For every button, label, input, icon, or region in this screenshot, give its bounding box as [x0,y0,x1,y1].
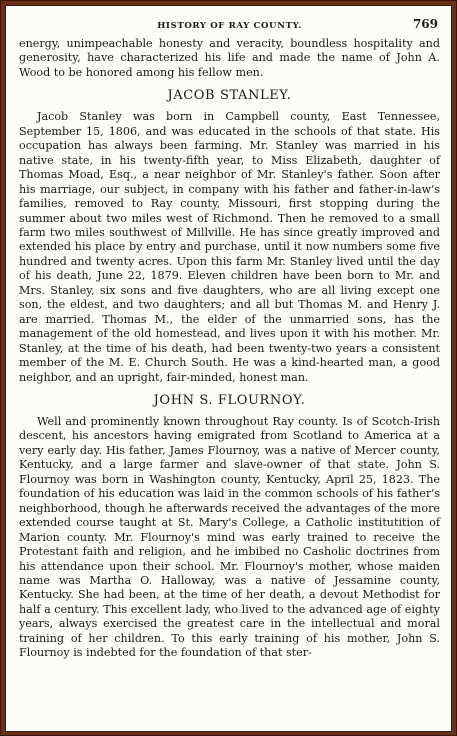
intro-paragraph: energy, unimpeachable honesty and veracity, boundless hospitality and generosity, have characterized his life and made the name of John A. Wood to be honored among his fellow men. [19,37,440,79]
section-heading-jacob-stanley: JACOB STANLEY. [167,88,292,104]
section-heading-john-s-flournoy: JOHN S. FLOURNOY. [153,392,306,408]
section-body-john-s-flournoy: Well and prominently known throughout Ray county. Is of Scotch-Irish descent, his ancestors having emigrated from Scotland to America at a very early day. His father, James Flournoy, was a native of Mercer county, Kentucky, and a large farmer and slave-owner of that state. John S. Flournoy was born in Washington county, Kentucky, April 25, 1823. The foundation of his education was laid in the common schools of his father's neighborhood, though he afterwards received the advantages of the more extended course taught at St. Mary's College, a Catholic institutition of Marion county. Mr. Flournoy's mind was early trained to receive the Protestant faith and religion, and he imbibed no Casholic doctrines from his attendance upon their school. Mr. Flournoy's mother, whose maiden name was Martha O. Halloway, was a native of Jessamine county, Kentucky. She had been, at the time of her death, a devout Methodist for half a century. This excellent lady, who lived to the advanced age of eighty years, always exercised the greatest care in the intellectual and moral training of her children. To this early training of his mother, John S. Flournoy is indebted for the foundation of that ster- [19,414,440,660]
running-title: HISTORY OF RAY COUNTY. [157,21,302,31]
page-content [19,6,440,661]
section-body-jacob-stanley: Jacob Stanley was born in Campbell county, East Tennessee, September 15, 1806, and was educated in the schools of that state. His occupation has always been farming. Mr. Stanley was married in his native state, in his twenty-fifth year, to Miss Elizabeth, daughter of Thomas Moad, Esq., a near neighbor of Mr. Stanley's father. Soon after his marriage, our subject, in company with his father and father-in-law's families, removed to Ray county, Missouri, first stopping during the summer about two miles west of Richmond. Then he removed to a small farm two miles southwest of Millville. He has since greatly improved and extended his place by entry and purchase, until it now numbers some five hundred and twenty acres. Upon this farm Mr. Stanley lived until the day of his death, June 22, 1879. Eleven children have been born to Mr. and Mrs. Stanley, six sons and five daughters, who are all living except one son, the eldest, and two daughters; and all but Thomas M. and Henry J. are married. Thomas M., the elder of the unmarried sons, has the management of the old homestead, and lives upon it with his mother. Mr. Stanley, at the time of his death, had been twenty-two years a consistent member of the M. E. Church South. He was a kind-hearted man, a good neighbor, and an upright, fair-minded, honest man. [19,110,440,384]
running-header [19,17,440,37]
page-sheet [5,5,452,732]
page-number: 769 [412,17,438,31]
